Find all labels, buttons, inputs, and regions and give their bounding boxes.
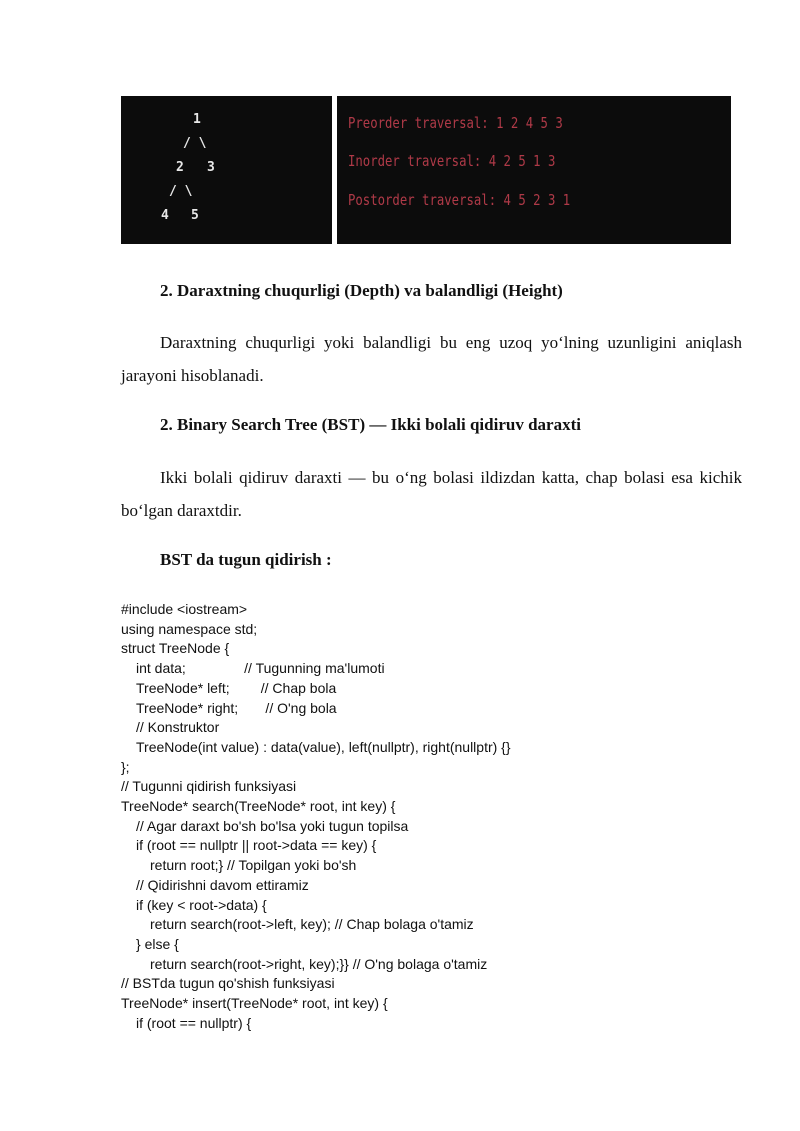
code-line: TreeNode* search(TreeNode* root, int key) { (121, 798, 396, 815)
code-line: using namespace std; (121, 620, 258, 637)
code-line: return search(root->right, key);}} // O'ng bolaga o'tamiz (150, 955, 488, 972)
figure-row (121, 96, 731, 244)
code-line: // Agar daraxt bo'sh bo'lsa yoki tugun topilsa (136, 817, 409, 834)
paragraph-depth: Daraxtning chuqurligi yoki balandligi bu eng uzoq yo‘lning uzunligini aniqlash jarayoni hisoblanadi. (121, 333, 742, 385)
inorder-line: Inorder traversal: 4 2 5 1 3 (348, 152, 556, 170)
code-line: TreeNode(int value) : data(value), left(nullptr), right(nullptr) {} (136, 738, 511, 755)
tree-diagram-panel (121, 96, 332, 244)
code-line: TreeNode* right; // O'ng bola (136, 699, 337, 716)
code-line: int data; // Tugunning ma'lumoti (136, 660, 385, 677)
tree-node-3: 3 (207, 160, 215, 175)
code-line: return root;} // Topilgan yoki bo'sh (150, 857, 357, 874)
code-line: // BSTda tugun qo'shish funksiyasi (121, 975, 335, 992)
code-line: struct TreeNode { (121, 640, 230, 657)
tree-node-5: 5 (191, 208, 199, 223)
postorder-line: Postorder traversal: 4 5 2 3 1 (348, 191, 571, 209)
traversal-output-panel (337, 96, 731, 244)
code-line: } else { (136, 935, 179, 952)
code-block (121, 600, 761, 1033)
code-line: TreeNode* insert(TreeNode* root, int key) { (121, 995, 388, 1012)
code-line: // Tugunni qidirish funksiyasi (121, 778, 297, 795)
code-line: TreeNode* left; // Chap bola (136, 679, 337, 696)
heading-depth-height: 2. Daraxtning chuqurligi (Depth) va balandligi (Height) (160, 281, 563, 300)
preorder-line: Preorder traversal: 1 2 4 5 3 (348, 114, 563, 132)
tree-node-1: 1 (193, 112, 201, 127)
code-line: // Konstruktor (136, 719, 220, 736)
code-line: return search(root->left, key); // Chap bolaga o'tamiz (150, 916, 474, 933)
heading-bst: 2. Binary Search Tree (BST) — Ikki bolali qidiruv daraxti (160, 415, 581, 434)
code-line: // Qidirishni davom ettiramiz (136, 876, 309, 893)
tree-edges-1: / \ (183, 136, 207, 151)
code-line: if (root == nullptr || root->data == key) { (136, 837, 377, 854)
code-line: if (key < root->data) { (136, 896, 267, 913)
tree-node-4: 4 (161, 208, 169, 223)
tree-edges-2: / \ (169, 184, 193, 199)
paragraph-bst: Ikki bolali qidiruv daraxti — bu o‘ng bolasi ildizdan katta, chap bolasi esa kichik bo‘lgan daraxtdir. (121, 468, 742, 520)
heading-bst-search: BST da tugun qidirish : (160, 550, 332, 569)
tree-node-2: 2 (176, 160, 184, 175)
code-line: if (root == nullptr) { (136, 1014, 252, 1031)
code-line: #include <iostream> (121, 601, 248, 617)
code-line: }; (121, 758, 130, 775)
